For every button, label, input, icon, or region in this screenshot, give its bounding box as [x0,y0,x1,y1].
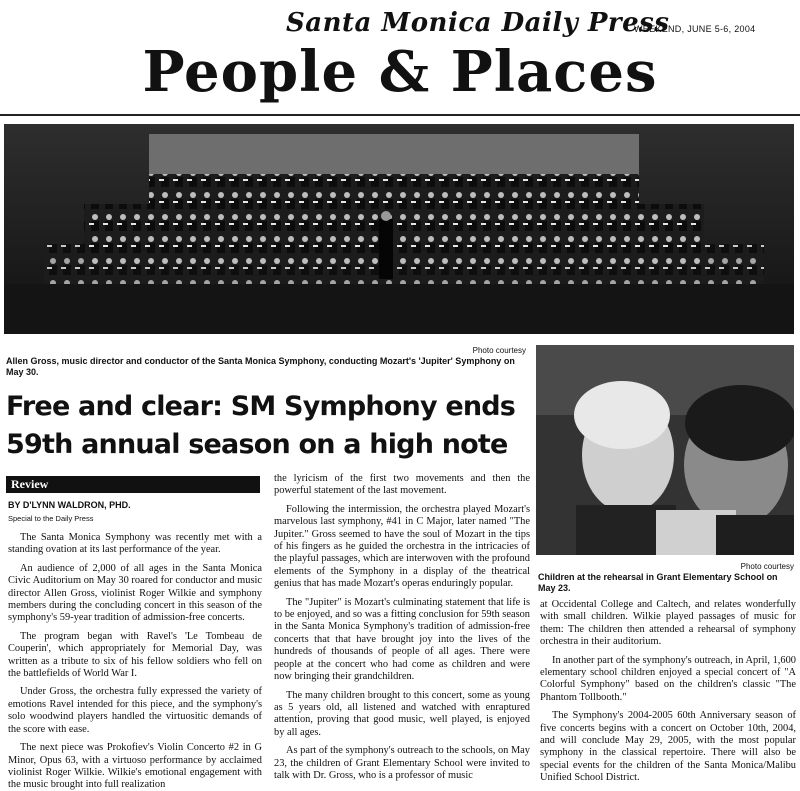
masthead-rule [0,114,800,116]
paragraph: The "Jupiter" is Mozart's culminating statement that life is to be enjoyed, and so was a fitting conclusion for 59th season in the Santa Monica Symphony's tradition of admission-free concerts that that have brought joy into the lives of the hundreds of thousands of people of all ages. There were people at the concert who had come as children and were now bringing their grandchildren. [274,596,530,683]
article-column-1 [8,532,262,791]
paragraph: the lyricism of the first two movements and then the powerful statement of the last movement. [274,473,530,497]
paper-name: Santa Monica Daily Press [286,8,670,38]
paragraph: As part of the symphony's outreach to the schools, on May 23, the children of Grant Elementary School were invited to talk with Dr. Gross, who is a professor of music [274,745,530,781]
paragraph: An audience of 2,000 of all ages in the Santa Monica Civic Auditorium on May 30 roared for conductor and music director Allen Gross, violinist Roger Wilkie and symphony members during the concluding concert in this season of the symphony's 59-year tradition of admission-free concerts. [8,562,262,624]
article-headline [6,388,526,464]
paragraph: The Santa Monica Symphony was recently met with a standing ovation at its last performance of the year. [8,532,262,556]
dateline: WEEKEND, JUNE 5-6, 2004 [634,24,756,34]
masthead [0,0,800,120]
children-photo [536,345,794,555]
paragraph: Under Gross, the orchestra fully expressed the variety of emotions Ravel intended for this piece, and the symphony's solo woodwind players handled the virtuositic demands of the score with ease. [8,686,262,735]
article-column-3 [540,599,796,791]
paragraph: The many children brought to this concert, some as young as 5 years old, all listened and watched with enraptured attention, proving that good music, well played, is enjoyed by all ages. [274,689,530,738]
paragraph: The next piece was Prokofiev's Violin Concerto #2 in G Minor, Opus 63, with a virtuoso performance by acclaimed violinist Roger Wilkie. Wilkie's emotional engagement with the music brought into full realization [8,742,262,791]
review-tag: Review [6,476,260,493]
paragraph: In another part of the symphony's outreach, in April, 1,600 elementary school children enjoyed a special concert of "A Colorful Symphony" based on the children's classic "The Phantom Tollbooth." [540,654,796,703]
paragraph: at Occidental College and Caltech, and relates wonderfully with small children. Wilkie played passages of music for them: The children then attended a rehearsal of symphony orchestra in their auditorium. [540,599,796,648]
paragraph: The Symphony's 2004-2005 60th Anniversary season of five concerts begins with a concert on October 10th, 2004, and will conclude May 29, 2005, with the most popular symphony in the classical repertoire. There will also be special events for the children of the Santa Monica/Malibu Unified School District. [540,710,796,784]
orchestra-photo-image [4,124,794,334]
headline-line-1: Free and clear: SM Symphony ends [6,391,516,422]
paragraph: The program began with Ravel's 'Le Tombeau de Couperin', which appropriately for Memorial Day, was written as a tribute to six of his fellow soldiers who fell on the battlefields of World War I. [8,630,262,680]
byline-affiliation: Special to the Daily Press [8,514,94,523]
main-photo-credit: Photo courtesy [472,346,526,355]
article-column-2 [274,473,530,788]
section-title: People & Places [142,39,658,105]
byline: BY D'LYNN WALDRON, PHD. [8,500,131,510]
orchestra-photo [4,124,794,334]
side-photo-credit: Photo courtesy [740,562,794,571]
side-photo-caption: Children at the rehearsal in Grant Elementary School on May 23. [538,572,778,593]
main-photo-caption: Allen Gross, music director and conductor of the Santa Monica Symphony, conducting Mozart's 'Jupiter' Symphony on May 30. [6,356,515,377]
headline-line-2: 59th annual season on a high note [6,429,508,460]
paragraph: Following the intermission, the orchestra played Mozart's marvelous last symphony, #41 in C Major, later named "The Jupiter." Gross seemed to have the soul of Mozart in the tips of his fingers as he guided the orchestra in the intricacies of the playful passages, which are interwoven with the profound elements of the Symphony in a display of the theatrical genius that has made Mozart's operas enduringly popular. [274,503,530,590]
children-photo-image [536,345,794,555]
